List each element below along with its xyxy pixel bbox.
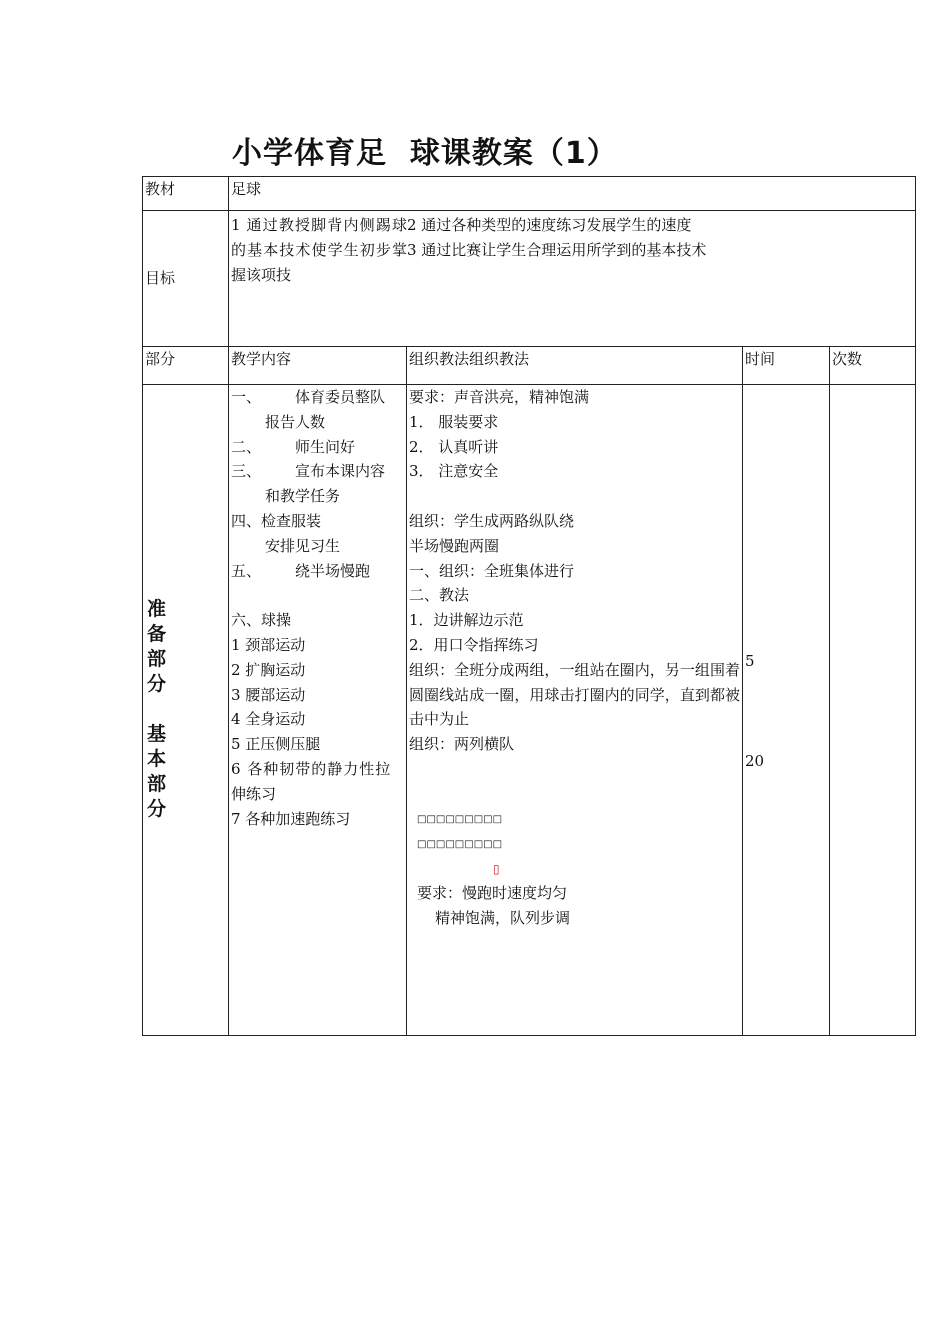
method-cell <box>407 385 743 1036</box>
method-line: 精神饱满，队列步调 <box>435 909 571 928</box>
drill-item: 6 各种韧带的静力性拉 <box>231 759 392 778</box>
goal-cell <box>229 211 916 347</box>
page-title: 小学体育足 球课教案（1） <box>232 136 618 171</box>
method-line: 一、组织：全班集体进行 <box>409 561 575 580</box>
part-char: 基 <box>147 723 167 745</box>
method-line: 2．用口令指挥练习 <box>409 635 539 654</box>
header-method: 组织教法组织教法 <box>407 347 743 385</box>
body-row <box>143 385 916 1036</box>
part-char: 备 <box>147 623 167 645</box>
method-line: 组织：两列横队 <box>409 735 515 754</box>
content-item: 一、 体育委员整队 <box>231 388 386 406</box>
content-cell <box>229 385 407 1036</box>
teacher-marker-icon: ▯ <box>493 861 500 876</box>
method-line: 组织：全班分成两组，一组站在圈内，另一组围着圆圈线站成一圈，用球击打圈内的同学，直到都被击中为止 <box>409 660 740 729</box>
method-line: 要求：声音洪亮，精神饱满 <box>409 388 590 406</box>
goal-row <box>143 211 916 347</box>
part-char: 准 <box>147 598 167 620</box>
content-item: 三、 宣布本课内容 <box>231 462 386 481</box>
part-vertical-label <box>147 597 169 822</box>
drill-item: 1 颈部运动 <box>231 635 306 654</box>
material-row <box>143 177 916 211</box>
drill-item: 伸练习 <box>231 784 277 803</box>
goal-text-1: 1 通过教授脚背内侧踢球的基本技术使学生初步掌握该项技 <box>231 216 407 284</box>
content-item: 四、检查服装 <box>231 511 322 530</box>
time-cell <box>743 385 830 1036</box>
method-line: 2． 认真听讲 <box>409 437 499 456</box>
material-value: 足球 <box>229 177 916 211</box>
method-line: 组织：学生成两路纵队绕 <box>409 511 575 530</box>
header-row <box>143 347 916 385</box>
content-item: 安排见习生 <box>265 536 341 555</box>
material-label: 教材 <box>143 177 229 211</box>
part-char: 分 <box>147 798 167 820</box>
part-char: 部 <box>147 648 167 670</box>
header-count: 次数 <box>830 347 916 385</box>
lesson-plan-table <box>142 176 916 1036</box>
part-char: 分 <box>147 673 167 695</box>
part-cell <box>143 385 229 1036</box>
method-line: 二、教法 <box>409 586 470 605</box>
header-part: 部分 <box>143 347 229 385</box>
content-item: 和教学任务 <box>265 487 341 506</box>
drill-item: 3 腰部运动 <box>231 685 306 704</box>
goal-text-3: 3 通过比赛让学生合理运用所学到的基本技术 <box>407 240 707 259</box>
method-line: 1． 服装要求 <box>409 412 499 431</box>
drill-item: 7 各种加速跑练习 <box>231 809 351 828</box>
content-item: 六、球操 <box>231 611 292 630</box>
content-item: 五、 绕半场慢跑 <box>231 561 371 580</box>
drill-item: 5 正压侧压腿 <box>231 735 321 754</box>
count-cell <box>830 385 916 1036</box>
method-line: 1．边讲解边示范 <box>409 611 524 630</box>
formation-row: □□□□□□□□□ <box>417 813 503 825</box>
method-line: 3． 注意安全 <box>409 462 499 481</box>
part-char: 本 <box>147 748 167 770</box>
method-line: 半场慢跑两圈 <box>409 536 500 555</box>
drill-item: 2 扩胸运动 <box>231 660 306 679</box>
content-item: 报告人数 <box>265 412 326 431</box>
part-char: 部 <box>147 773 167 795</box>
method-line: 要求：慢跑时速度均匀 <box>417 884 568 903</box>
time-prep: 5 <box>745 652 755 670</box>
formation-row: □□□□□□□□□ <box>417 838 503 850</box>
header-content: 教学内容 <box>229 347 407 385</box>
content-item: 二、 师生问好 <box>231 437 356 456</box>
goal-label: 目标 <box>143 211 229 347</box>
goal-text-2: 2 通过各种类型的速度练习发展学生的速度 <box>407 216 692 234</box>
goal-text-right <box>407 213 907 263</box>
time-basic: 20 <box>745 752 765 770</box>
drill-item: 4 全身运动 <box>231 710 306 729</box>
header-time: 时间 <box>743 347 830 385</box>
